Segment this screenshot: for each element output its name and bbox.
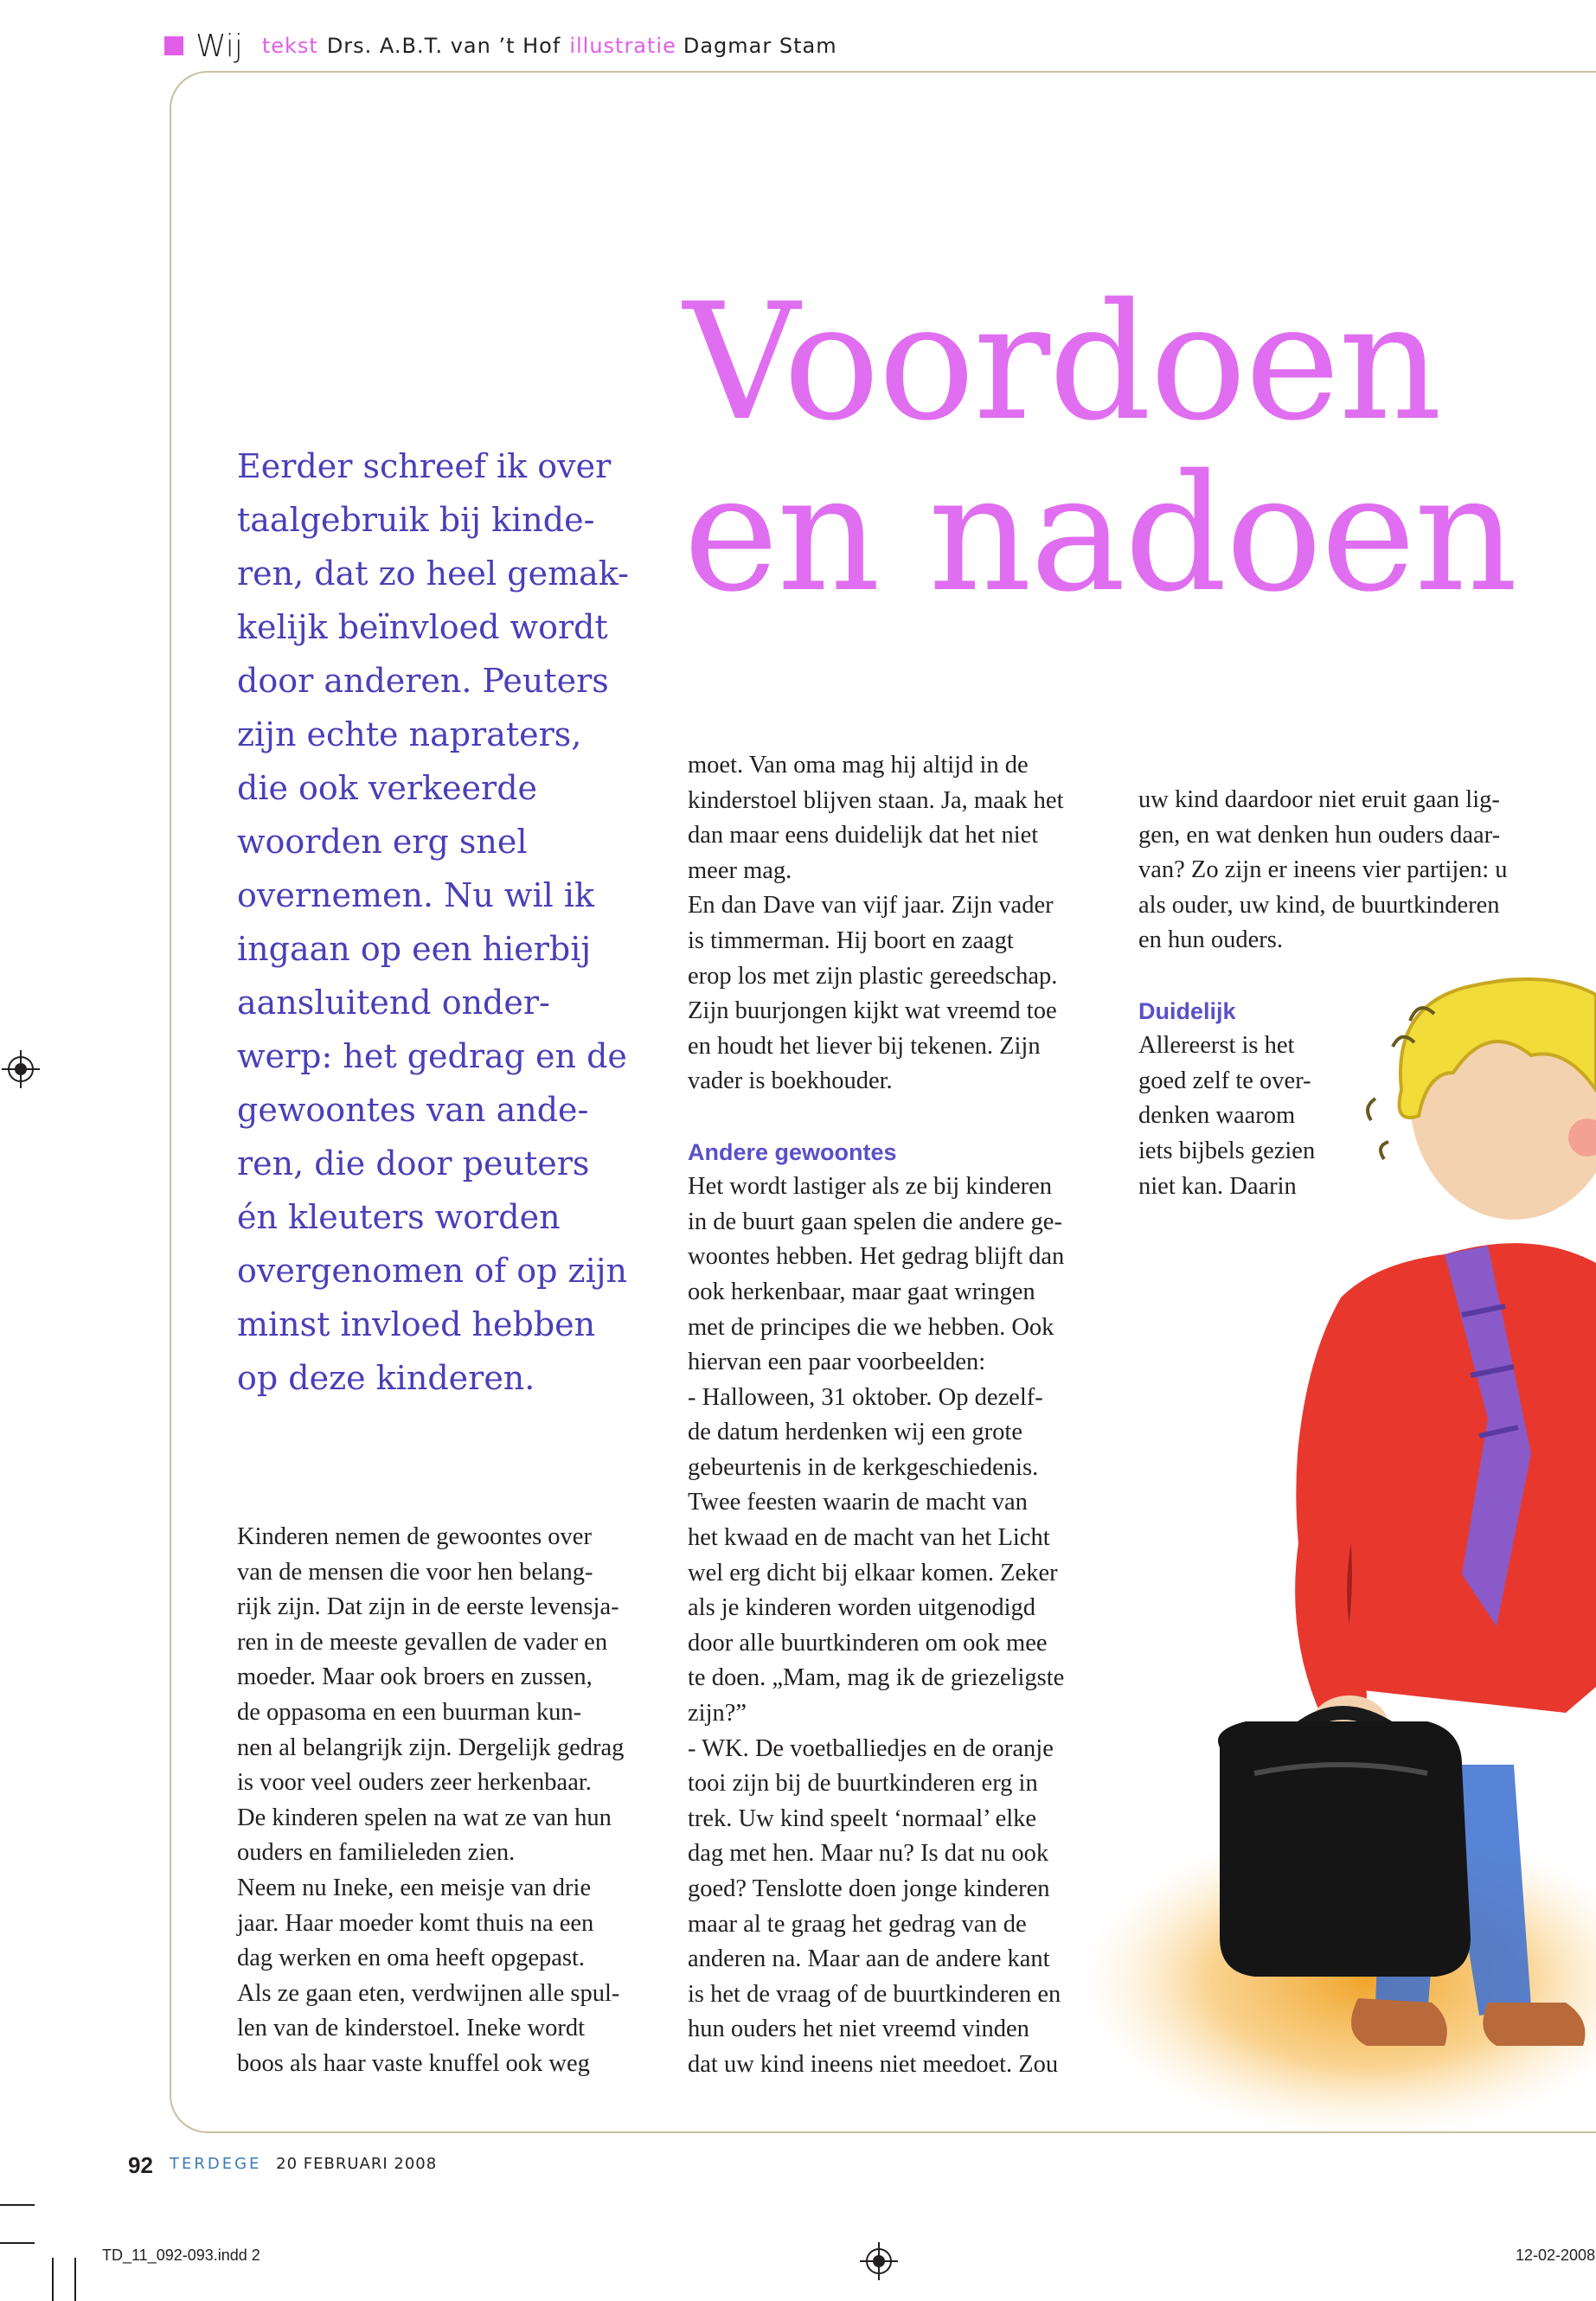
intro-line: én kleuters worden xyxy=(237,1198,561,1236)
title-line-1: Voordoen xyxy=(683,268,1441,456)
article-title xyxy=(683,268,1583,627)
illustration-credit-label: illustratie xyxy=(569,34,676,58)
intro-line: woorden erg snel xyxy=(237,823,528,861)
crop-mark xyxy=(0,2242,35,2244)
child-with-briefcase-illustration xyxy=(1081,969,1596,2301)
body-line: Zijn buurjongen kijkt wat vreemd toe xyxy=(688,997,1057,1025)
body-line: de datum herdenken wij een grote xyxy=(688,1419,1022,1446)
body-line: en hun ouders. xyxy=(1138,926,1284,954)
body-line: tooi zijn bij de buurtkinderen erg in xyxy=(688,1770,1038,1798)
body-line: met de principes die we hebben. Ook xyxy=(688,1313,1054,1341)
body-column-2 xyxy=(688,748,1120,2083)
body-line: ook herkenbaar, maar gaat wringen xyxy=(688,1278,1035,1305)
title-line-2: en nadoen xyxy=(683,439,1516,627)
body-line: jaar. Haar moeder komt thuis na een xyxy=(237,1909,594,1937)
body-line: Als ze gaan eten, verdwijnen alle spul- xyxy=(237,1979,620,2007)
body-line: gen, en wat denken hun ouders daar- xyxy=(1138,821,1501,849)
intro-line: door anderen. Peuters xyxy=(237,662,609,700)
body-line: gebeurtenis in de kerkgeschiedenis. xyxy=(688,1453,1039,1481)
intro-line: gewoontes van ande- xyxy=(237,1091,589,1129)
body-line: moeder. Maar ook broers en zussen, xyxy=(237,1663,593,1691)
left-shoe xyxy=(1351,1998,1447,2046)
body-line: boos als haar vaste knuffel ook weg xyxy=(237,2049,590,2077)
body-line: denken waarom xyxy=(1138,1102,1296,1130)
body-line: de oppasoma en een buurman kun- xyxy=(237,1698,582,1726)
registration-mark-icon xyxy=(2,1050,40,1088)
intro-line: Eerder schreef ik over xyxy=(237,447,612,485)
body-line: erop los met zijn plastic gereedschap. xyxy=(688,962,1058,990)
page-number: 92 xyxy=(128,2152,153,2178)
body-line: Neem nu Ineke, een meisje van drie xyxy=(237,1874,592,1901)
body-line: het kwaad en de macht van het Licht xyxy=(688,1524,1050,1552)
registration-mark-icon xyxy=(860,2242,898,2280)
section-label: Wij xyxy=(195,28,243,64)
text-credit-label: tekst xyxy=(261,34,318,58)
intro-line: ren, dat zo heel gemak- xyxy=(237,554,629,593)
publication-name: TERDEGE xyxy=(170,2155,262,2173)
intro-line: minst invloed hebben xyxy=(237,1305,596,1343)
intro-line: werp: het gedrag en de xyxy=(237,1037,627,1075)
body-line: dag werken en oma heeft opgepast. xyxy=(237,1945,586,1972)
body-line: Allereerst is het xyxy=(1138,1032,1295,1060)
body-line: moet. Van oma mag hij altijd in de xyxy=(688,752,1029,779)
article-header xyxy=(164,24,837,67)
slug-filename: TD_11_092-093.indd 2 xyxy=(102,2247,260,2264)
body-line: van de mensen die voor hen belang- xyxy=(237,1558,593,1586)
intro-paragraph xyxy=(237,439,629,1405)
body-line: woontes hebben. Het gedrag blijft dan xyxy=(688,1243,1065,1271)
paragraph-gap xyxy=(688,1099,1120,1135)
body-line: anderen na. Maar aan de andere kant xyxy=(688,1945,1050,1973)
body-line: is het de vraag of de buurtkinderen en xyxy=(688,1980,1061,2008)
body-line: - Halloween, 31 oktober. Op dezelf- xyxy=(688,1383,1043,1411)
body-line: te doen. „Mam, mag ik de griezeligste xyxy=(688,1664,1065,1692)
right-shoe xyxy=(1483,2003,1585,2046)
intro-line: zijn echte napraters, xyxy=(237,715,582,753)
slug-date: 12-02-2008 xyxy=(1516,2247,1596,2264)
body-line: dan maar eens duidelijk dat het niet xyxy=(688,822,1039,849)
body-line: meer mag. xyxy=(688,856,792,884)
intro-line: op deze kinderen. xyxy=(237,1359,535,1397)
crop-mark xyxy=(0,2204,35,2206)
body-line: iets bijbels gezien xyxy=(1138,1137,1316,1164)
body-line: als ouder, uw kind, de buurtkinderen xyxy=(1138,891,1500,919)
body-line: maar al te graag het gedrag van de xyxy=(688,1910,1027,1938)
body-line: goed? Tenslotte doen jonge kinderen xyxy=(688,1875,1050,1902)
body-line: is timmerman. Hij boort en zaagt xyxy=(688,926,1014,954)
body-line: ren in de meeste gevallen de vader en xyxy=(237,1628,608,1656)
body-line: De kinderen spelen na wat ze van hun xyxy=(237,1804,612,1831)
body-line: trek. Uw kind speelt ‘normaal’ elke xyxy=(688,1804,1037,1832)
body-line: dag met hen. Maar nu? Is dat nu ook xyxy=(688,1840,1049,1868)
crop-mark xyxy=(52,2258,54,2301)
body-line: Twee feesten waarin de macht van xyxy=(688,1489,1028,1516)
body-line: hun ouders het niet vreemd vinden xyxy=(688,2016,1029,2043)
body-line: Het wordt lastiger als ze bij kinderen xyxy=(688,1173,1053,1201)
intro-line: overgenomen of op zijn xyxy=(237,1252,627,1290)
body-line: in de buurt gaan spelen die andere ge- xyxy=(688,1208,1062,1235)
body-line: hiervan een paar voorbeelden: xyxy=(688,1349,986,1376)
body-line: Kinderen nemen de gewoontes over xyxy=(237,1523,592,1550)
intro-line: aansluitend onder- xyxy=(237,984,550,1022)
body-line: En dan Dave van vijf jaar. Zijn vader xyxy=(688,892,1054,920)
author-name: Drs. A.B.T. van ’t Hof xyxy=(326,34,561,58)
body-line: als je kinderen worden uitgenodigd xyxy=(688,1594,1036,1622)
body-line: ouders en familieleden zien. xyxy=(237,1839,516,1867)
intro-line: overnemen. Nu wil ik xyxy=(237,876,595,914)
body-line: uw kind daardoor niet eruit gaan lig- xyxy=(1138,786,1500,813)
intro-line: ingaan op een hierbij xyxy=(237,930,592,968)
section-marker-icon xyxy=(164,36,183,55)
body-line: - WK. De voetballiedjes en de oranje xyxy=(688,1734,1054,1762)
body-line: door alle buurtkinderen om ook mee xyxy=(688,1629,1048,1657)
body-line: zijn?” xyxy=(688,1700,747,1727)
intro-line: die ook verkeerde xyxy=(237,769,538,807)
subheading-andere-gewoontes: Andere gewoontes xyxy=(688,1138,897,1165)
intro-line: taalgebruik bij kinde- xyxy=(237,501,595,539)
body-line: kinderstoel blijven staan. Ja, maak het xyxy=(688,786,1064,814)
briefcase xyxy=(1218,1721,1471,1977)
intro-line: kelijk beïnvloed wordt xyxy=(237,608,608,646)
body-line: van? Zo zijn er ineens vier partijen: u xyxy=(1138,856,1508,884)
body-line: vader is boekhouder. xyxy=(688,1067,893,1095)
body-line: goed zelf te over- xyxy=(1138,1067,1311,1094)
subheading-duidelijk: Duidelijk xyxy=(1138,997,1236,1024)
body-line: nen al belangrijk zijn. Dergelijk gedrag xyxy=(237,1734,625,1761)
body-line: wel erg dicht bij elkaar komen. Zeker xyxy=(688,1559,1058,1586)
body-column-1 xyxy=(237,1520,670,2082)
body-line: en houdt het liever bij tekenen. Zijn xyxy=(688,1032,1041,1060)
publication-date: 20 FEBRUARI 2008 xyxy=(276,2155,438,2173)
illustrator-name: Dagmar Stam xyxy=(683,34,837,58)
publication-line xyxy=(170,2155,437,2173)
body-line: niet kan. Daarin xyxy=(1138,1172,1297,1200)
arm xyxy=(1321,1505,1341,1695)
intro-line: ren, die door peuters xyxy=(237,1144,590,1183)
body-line: dat uw kind ineens niet meedoet. Zou xyxy=(688,2050,1059,2078)
body-line: is voor veel ouders zeer herkenbaar. xyxy=(237,1769,592,1797)
body-line: rijk zijn. Dat zijn in de eerste levensja- xyxy=(237,1593,619,1621)
crop-mark xyxy=(74,2258,76,2301)
body-line: len van de kinderstoel. Ineke wordt xyxy=(237,2015,586,2042)
